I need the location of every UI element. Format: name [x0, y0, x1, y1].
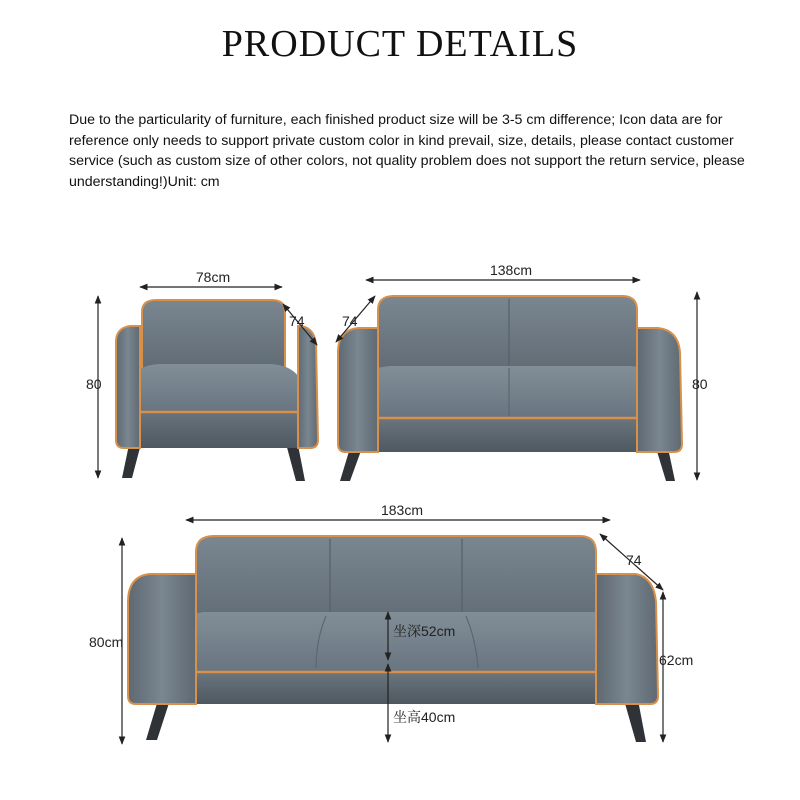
product-description: Due to the particularity of furniture, each finished product size will be 3-5 cm difference; Icon data are for reference only needs to support private custom color in kind prevail, size, details, please contact customer service (such as custom size of other colors, not quality problem does not support the return service, please understanding!)Unit: cm — [69, 112, 745, 190]
loveseat-seat — [350, 366, 670, 418]
loveseat-height-label: 80 — [692, 376, 708, 392]
armchair-base — [118, 410, 305, 448]
armchair-illustration — [116, 300, 318, 481]
loveseat-arm-right — [637, 328, 682, 452]
three-seater-depth-label: 74 — [626, 552, 642, 568]
armchair-arm-left — [116, 326, 140, 448]
armchair-width-label: 78cm — [195, 269, 231, 285]
armchair-seat — [130, 364, 300, 412]
three-seater-height-label: 80cm — [89, 634, 124, 650]
three-seater-arm-right — [596, 574, 658, 704]
three-seater-width-label: 183cm — [380, 502, 424, 518]
armchair-height-label: 80 — [86, 376, 102, 392]
armchair-arm-right — [298, 326, 318, 448]
loveseat-illustration — [338, 296, 682, 481]
three-seater-arm-height-label: 62cm — [659, 652, 694, 668]
armchair-depth-label: 74 — [289, 313, 305, 329]
three-seater-base — [144, 672, 650, 704]
page-title: PRODUCT DETAILS — [221, 23, 579, 65]
loveseat-depth-label: 74 — [342, 313, 358, 329]
three-seater-seat-depth-label: 坐深52cm — [393, 623, 456, 639]
loveseat-width-label: 138cm — [489, 262, 533, 278]
three-seater-seat-height-label: 坐高40cm — [393, 709, 456, 725]
three-seater-seat — [154, 612, 642, 672]
three-seater-arm-left — [128, 574, 196, 704]
loveseat-arm-left — [338, 328, 378, 452]
three-seater-leg-right — [624, 700, 646, 742]
loveseat-base — [340, 418, 680, 452]
three-seater-leg-left — [146, 700, 170, 740]
